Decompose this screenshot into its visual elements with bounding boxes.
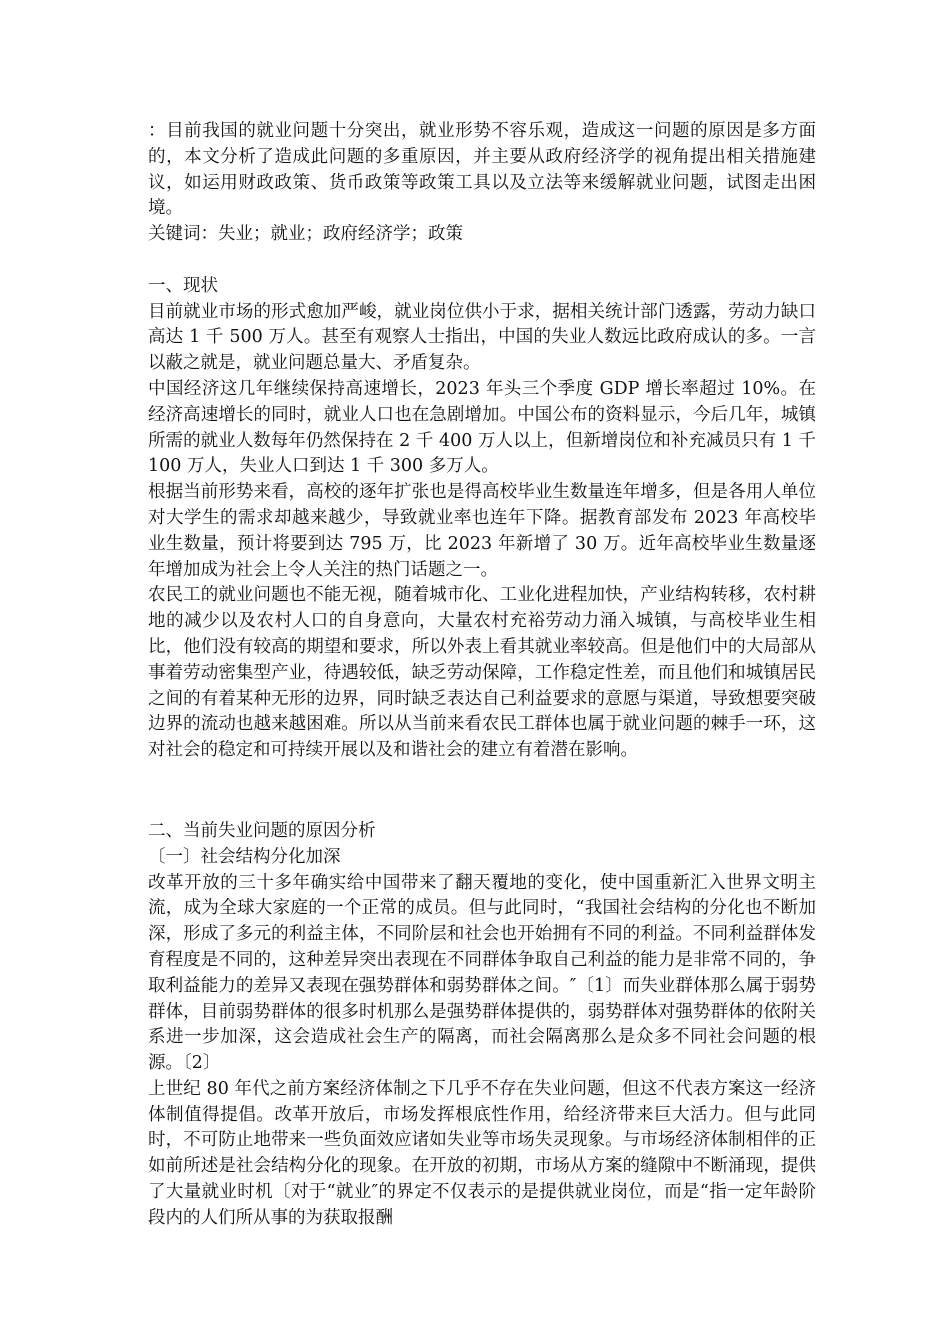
abstract-paragraph: ：目前我国的就业问题十分突出，就业形势不容乐观，造成这一问题的原因是多方面的，本文分析了造成此问题的多重原因，并主要从政府经济学的视角提出相关措施建议，如运用财政政策、货币政策等政策工具以及立法等来缓解就业问题，试图走出困境。 <box>148 121 816 219</box>
section-2-paragraph: 改革开放的三十多年确实给中国带来了翻天覆地的变化，使中国重新汇入世界文明主流，成为全球大家庭的一个正常的成员。但与此同时，“我国社会结构的分化也不断加深，形成了多元的利益主体，不同阶层和社会也开始拥有不同的利益。不同利益群体发育程度是不同的，这种差异突出表现在不同群体争取自己利益的能力是非常不同的，争取利益能力的差异又表现在强势群体和弱势群体之间。″〔1〕而失业群体那么属于弱势群体，目前弱势群体的很多时机那么是强势群体提供的，弱势群体对强势群体的依附关系进一步加深，这会造成社会生产的隔离，而社会隔离那么是众多不同社会问题的根源。〔2〕 <box>148 872 816 1074</box>
section-2-heading: 二、当前失业问题的原因分析 <box>148 820 376 841</box>
document-body <box>148 119 816 1232</box>
section-2-subheading: 〔一〕社会结构分化加深 <box>148 846 341 867</box>
blank-gap <box>148 764 816 819</box>
section-1-paragraph: 目前就业市场的形式愈加严峻，就业岗位供小于求，据相关统计部门透露，劳动力缺口高达 1 千 500 万人。甚至有观察人士指出，中国的失业人数远比政府成认的多。一言以蔽之就是，就业问题总量大、矛盾复杂。 <box>148 301 816 374</box>
section-1-paragraph: 根据当前形势来看，高校的逐年扩张也是得高校毕业生数量连年增多，但是各用人单位对大学生的需求却越来越少，导致就业率也连年下降。据教育部发布 2023 年高校毕业生数量，预计将要到达 795 万，比 2023 年新增了 30 万。近年高校毕业生数量逐年增加成为社会上令人关注的热门话题之一。 <box>148 482 816 580</box>
blank-line <box>148 248 816 274</box>
section-1-paragraph: 中国经济这几年继续保持高速增长，2023 年头三个季度 GDP 增长率超过 10%。在经济高速增长的同时，就业人口也在急剧增加。中国公布的资料显示，今后几年，城镇所需的就业人数每年仍然保持在 2 千 400 万人以上，但新增岗位和补充减员只有 1 千 100 万人，失业人口到达 1 千 300 多万人。 <box>148 378 816 477</box>
keywords-line: 关键词：失业；就业；政府经济学；政策 <box>148 224 463 245</box>
section-2-paragraph: 上世纪 80 年代之前方案经济体制之下几乎不存在失业问题，但这不代表方案这一经济体制值得提倡。改革开放后，市场发挥根底性作用，给经济带来巨大活力。但与此同时，不可防止地带来一些负面效应诸如失业等市场失灵现象。与市场经济体制相伴的正如前所述是社会结构分化的现象。在开放的初期，市场从方案的缝隙中不断涌现，提供了大量就业时机〔对于“就业″的界定不仅表示的是提供就业岗位，而是“指一定年龄阶段内的人们所从事的为获取报酬 <box>148 1078 816 1228</box>
section-1-heading: 一、现状 <box>148 275 218 296</box>
section-1-paragraph: 农民工的就业问题也不能无视，随着城市化、工业化进程加快，产业结构转移，农村耕地的减少以及农村人口的自身意向，大量农村充裕劳动力涌入城镇，与高校毕业生相比，他们没有较高的期望和要求，所以外表上看其就业率较高。但是他们中的大局部从事着劳动密集型产业，待遇较低，缺乏劳动保障，工作稳定性差，而且他们和城镇居民之间的有着某种无形的边界，同时缺乏表达自己利益要求的意愿与渠道，导致想要突破边界的流动也越来越困难。所以从当前来看农民工群体也属于就业问题的棘手一环，这对社会的稳定和可持续开展以及和谐社会的建立有着潜在影响。 <box>148 585 816 761</box>
